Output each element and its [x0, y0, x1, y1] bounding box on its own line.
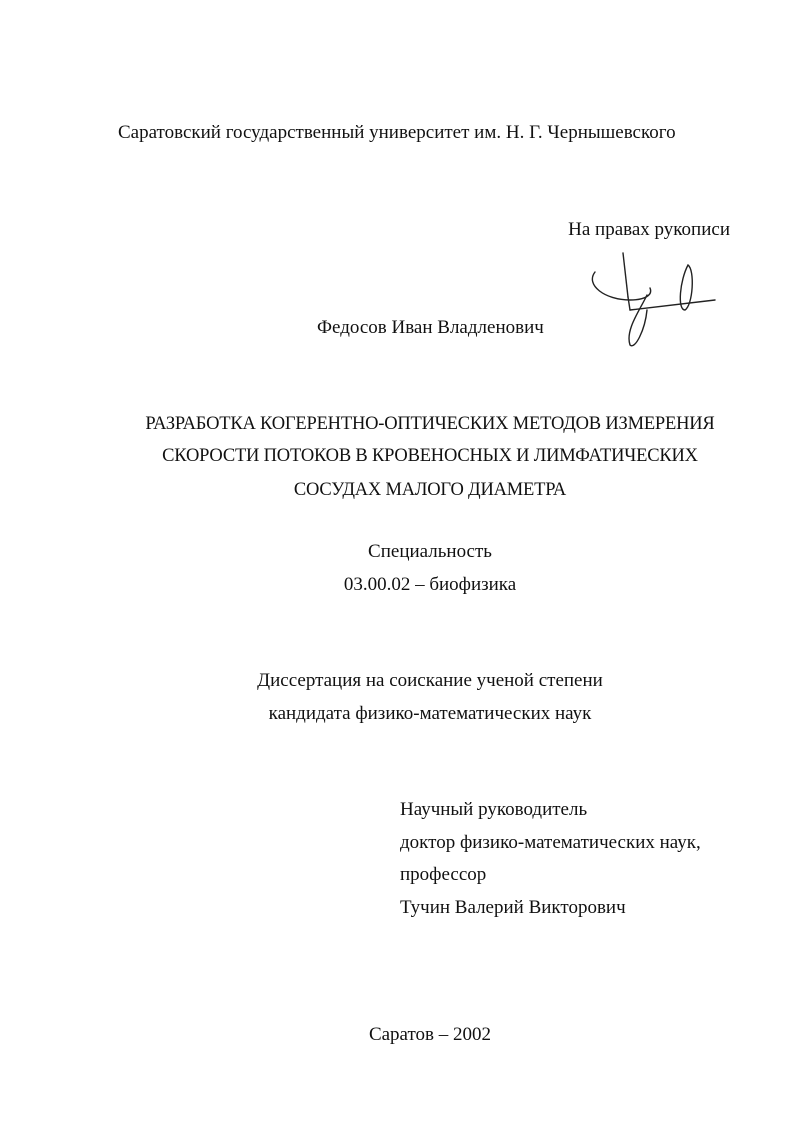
supervisor-label: Научный руководитель: [400, 799, 588, 820]
degree-line-2: кандидата физико-математических наук: [268, 703, 592, 724]
specialty-label: Специальность: [368, 541, 492, 562]
supervisor-rank: профессор: [400, 864, 487, 885]
supervisor-degree: доктор физико-математических наук,: [400, 832, 701, 853]
university-name: Саратовский государственный университет им. Н. Г. Чернышевского: [118, 122, 676, 143]
thesis-title-line-1: РАЗРАБОТКА КОГЕРЕНТНО-ОПТИЧЕСКИХ МЕТОДОВ ИЗМЕРЕНИЯ: [145, 414, 715, 434]
author-signature: [585, 250, 725, 360]
degree-line-1: Диссертация на соискание ученой степени: [257, 670, 603, 691]
specialty-value: 03.00.02 – биофизика: [343, 574, 517, 595]
place-year: Саратов – 2002: [368, 1024, 492, 1045]
author-name: Федосов Иван Владленович: [317, 317, 544, 338]
thesis-title-line-3: СОСУДАХ МАЛОГО ДИАМЕТРА: [293, 480, 567, 500]
manuscript-note: На правах рукописи: [568, 219, 730, 240]
thesis-title-line-2: СКОРОСТИ ПОТОКОВ В КРОВЕНОСНЫХ И ЛИМФАТИЧЕСКИХ: [162, 446, 698, 466]
supervisor-name: Тучин Валерий Викторович: [400, 897, 626, 918]
